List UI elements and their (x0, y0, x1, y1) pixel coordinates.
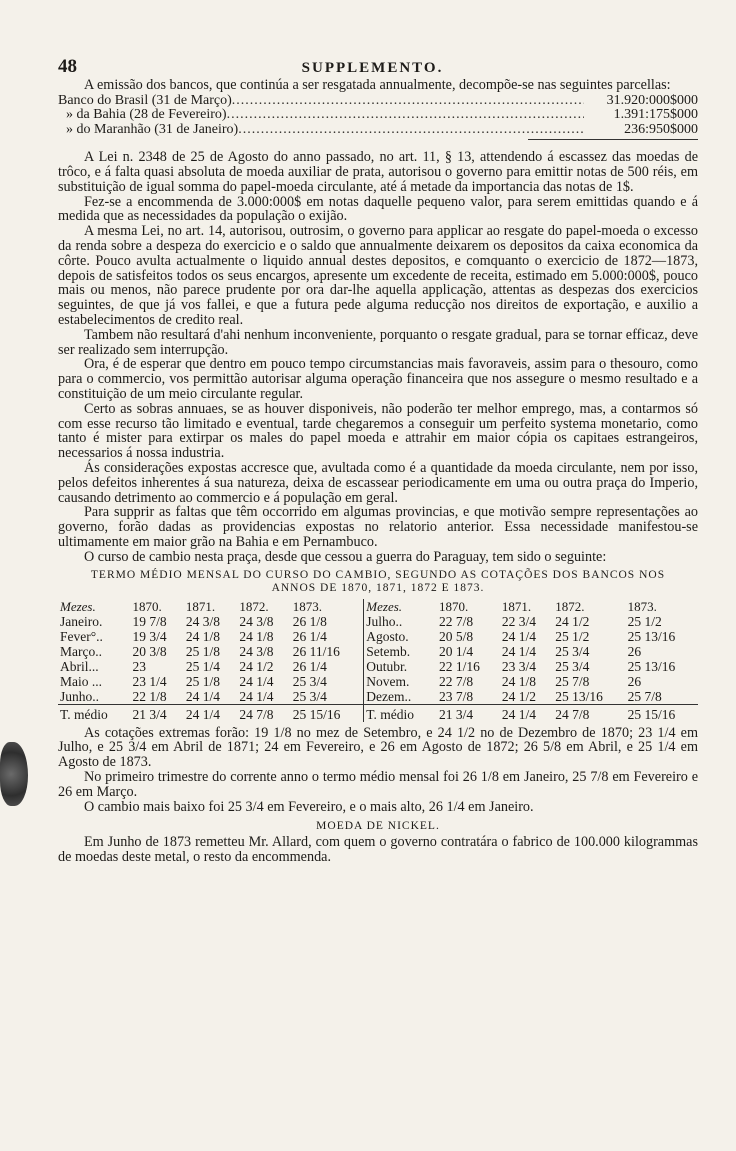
caption-line: ANNOS DE 1870, 1871, 1872 E 1873. (271, 581, 485, 594)
rate-cell: 25 3/4 (292, 673, 327, 689)
body-paragraph: Para supprir as faltas que têm occorrido em algumas provincias, e que motivão sempre representações ao governo, forão dadas as providencias expostas no relatorio anterior. Essa necessidade manifestou-se ultimamente em maior grão na Bahia e em Pernambuco. (58, 504, 698, 551)
rate-cell: 23 1/4 (132, 673, 167, 689)
rate-cell: 24 1/4 (500, 704, 553, 722)
year-header: 1873. (292, 598, 322, 614)
rate-cell: 25 13/16 (555, 688, 603, 704)
rate-cell: 25 3/4 (292, 688, 327, 704)
rate-cell: 25 1/4 (185, 658, 221, 674)
rate-cell: 26 1/4 (292, 628, 327, 644)
page-header (58, 56, 698, 78)
rate-cell: 24 1/4 (239, 673, 274, 689)
body-paragraph: Ora, é de esperar que dentro em pouco tempo circumstancias mais favoraveis, assim para o thesouro, como para o commercio, vos permittão autorisar alguma operação financeira que nos assegure o mesmo resultado e a constituição de um meio circulante regular. (58, 356, 698, 403)
rate-cell: 24 1/4 (501, 628, 536, 644)
rate-cell: 24 1/4 (239, 688, 274, 704)
bank-ledger (58, 94, 698, 138)
rate-cell: 25 13/16 (627, 628, 676, 644)
rate-cell: 26 1/4 (292, 658, 327, 674)
month-label: Outubr. (364, 659, 437, 674)
table-row (58, 644, 698, 659)
body-paragraph: Ás considerações expostas accresce que, avultada como é a quantidade da moeda circulante, nem por isso, pelos defeitos inherentes á sua natureza, deixa de escassear periodicamente em uma ou outra praça do Imperio, causando detrimento ao commercio e á população em geral. (58, 460, 698, 506)
ledger-label: » do Maranhão (31 de Janeiro) (66, 121, 239, 137)
rate-cell: 24 1/2 (555, 613, 590, 629)
leader-dots (232, 94, 584, 109)
rate-cell: 25 1/8 (185, 643, 221, 659)
body-paragraph: A mesma Lei, no art. 14, autorisou, outrosim, o governo para applicar ao resgate do papel-moeda o excesso da renda sobre a despeza do exercicio e o saldo que annualmente deixarem os depositos da caixa economica da côrte. Pouco avulta actualmente o liquido annual destes depositos, e comquanto o exercicio de 1872—1873, depois de satisfeitos todos os seus encargos, apresente um excedente de receita, estimado em 5.000:000$, pouco mais ou menos, não parece prudente por ora dar-lhe aquella applicação, attentas as despezas dos exercicios seguintes, de que já vos fallei, e que a futura pede alguma reducção nos direitos de exportação, e auxilio a estabelecimentos de credito real. (58, 223, 698, 329)
ledger-value: 1.391:175$000 (613, 107, 698, 123)
rate-cell: 24 3/8 (239, 643, 274, 659)
rate-cell: 24 7/8 (553, 704, 625, 722)
body-paragraph: Tambem não resultará d'ahi nenhum inconveniente, porquanto o resgate gradual, para se tornar efficaz, deve ser realizado sem interrupção. (58, 326, 698, 358)
rate-cell: 24 1/4 (501, 643, 536, 659)
ledger-row (58, 123, 698, 138)
year-header: 1872. (239, 598, 269, 614)
rate-cell: 20 3/8 (132, 643, 167, 659)
rate-cell: 19 3/4 (132, 628, 167, 644)
rate-cell: 25 7/8 (627, 688, 662, 704)
table-row (58, 659, 698, 674)
body-paragraph: As cotações extremas forão: 19 1/8 no mez de Setembro, e 24 1/2 no de Dezembro de 1870; 23 1/4 em Julho, e 25 3/4 em Abril de 1871; 24 em Fevereiro, e 26 em Agosto de 1872; 26 5/8 em Abril, e 25 1/4 em Agosto de 1873. (58, 724, 698, 771)
rate-cell: 26 1/8 (292, 613, 327, 629)
rate-cell: 25 1/2 (555, 628, 590, 644)
year-header: 1871. (501, 598, 532, 614)
ledger-value: 31.920:000$000 (606, 92, 698, 108)
month-label: Agosto. (364, 629, 437, 644)
rate-cell: 22 3/4 (501, 613, 536, 629)
table-row (58, 614, 698, 629)
rate-cell: 21 3/4 (437, 704, 500, 722)
ledger-label: Banco do Brasil (31 de Março) (58, 92, 232, 108)
leader-dots (227, 108, 584, 123)
rate-cell: 24 1/2 (501, 688, 536, 704)
body-paragraph: Fez-se a encommenda de 3.000:000$ em notas daquelle pequeno valor, para serem emittidas quando e á medida que as necessidades da população o exijão. (58, 193, 698, 225)
rate-cell: 19 7/8 (132, 613, 167, 629)
month-label: Novem. (364, 674, 437, 689)
year-header: 1870. (132, 598, 162, 614)
months-header: Mezes. (60, 598, 96, 614)
rate-cell: 22 1/8 (132, 688, 167, 704)
rate-cell: 24 3/8 (239, 613, 274, 629)
month-label: T. médio (364, 704, 437, 722)
exchange-rate-table (58, 599, 698, 722)
table-header-row (58, 599, 698, 614)
section-heading: MOEDA DE NICKEL. (316, 820, 440, 833)
rate-cell: 24 1/4 (184, 704, 237, 722)
page-title: SUPPLEMENTO. (301, 60, 444, 76)
body-paragraph: A Lei n. 2348 de 25 de Agosto do anno passado, no art. 11, § 13, attendendo á escassez das moedas de trôco, e á falta quasi absoluta de moeda auxiliar de prata, autorisou o governo para emittir notas de 500 réis, em substituição de igual somma do papel-moeda circulante, até á metade da importancia das notas de 1$. (58, 149, 698, 195)
months-header: Mezes. (364, 599, 437, 614)
month-label: Fever°.. (60, 628, 103, 644)
table-row (58, 689, 698, 705)
rate-cell: 24 1/8 (501, 673, 536, 689)
table-caption (58, 569, 698, 595)
body-paragraph: Em Junho de 1873 remetteu Mr. Allard, com quem o governo contratára o fabrico de 100.000 kilogrammas de moedas deste metal, o resto da encommenda. (58, 834, 698, 866)
rate-cell: 23 7/8 (438, 688, 474, 704)
year-header: 1870. (438, 598, 469, 614)
month-label: Setemb. (364, 644, 437, 659)
month-label: Dezem.. (364, 689, 437, 705)
rate-cell: 23 3/4 (501, 658, 536, 674)
table-row (58, 629, 698, 644)
rate-cell: 24 1/2 (239, 658, 274, 674)
rate-cell: 22 7/8 (438, 673, 474, 689)
rate-cell: 25 3/4 (555, 658, 590, 674)
rate-cell: 25 13/16 (627, 658, 676, 674)
ledger-row (58, 94, 698, 109)
ink-blot (0, 742, 28, 806)
year-header: 1872. (555, 598, 585, 614)
body-paragraph: O cambio mais baixo foi 25 3/4 em Fevereiro, e o mais alto, 26 1/4 em Janeiro. (84, 798, 534, 815)
rate-cell: 25 7/8 (555, 673, 590, 689)
rate-cell: 24 7/8 (237, 704, 290, 722)
month-label: Janeiro. (60, 613, 103, 629)
rate-cell: 20 1/4 (438, 643, 474, 659)
rate-cell: 24 1/8 (239, 628, 274, 644)
ledger-label: » da Bahia (28 de Fevereiro) (66, 107, 227, 123)
month-label: Maio ... (60, 673, 102, 689)
rate-cell: 26 (627, 643, 642, 659)
page-number: 48 (58, 56, 77, 77)
year-header: 1871. (185, 598, 216, 614)
rate-cell: 25 1/2 (627, 613, 662, 629)
year-header: 1873. (627, 598, 657, 614)
rate-cell: 26 11/16 (292, 643, 340, 659)
document-page (58, 56, 698, 865)
month-label: T. médio (58, 704, 130, 722)
rate-cell: 24 1/4 (185, 688, 221, 704)
rate-cell: 22 7/8 (438, 613, 474, 629)
rate-cell: 24 1/8 (185, 628, 221, 644)
table-total-row (58, 704, 698, 722)
rate-cell: 25 15/16 (291, 704, 364, 722)
rate-cell: 25 15/16 (626, 704, 698, 722)
rate-cell: 21 3/4 (130, 704, 183, 722)
body-paragraph: No primeiro trimestre do corrente anno o termo médio mensal foi 26 1/8 em Janeiro, 25 7/8 em Fevereiro e 26 em Março. (58, 769, 698, 800)
rate-cell: 23 (132, 658, 146, 674)
ledger-value: 236:950$000 (624, 121, 698, 137)
body-paragraph: Certo as sobras annuaes, se as houver disponiveis, não poderão ter melhor emprego, mas, a contarmos só com esse recurso tão limitado e eventual, tarde chegaremos a conseguir um perfeito systema monetario, como tanto é mister para extirpar os males do papel moeda e attrahir em maior cópia os capitaes estrangeiros, necessarios á nossa industria. (58, 400, 698, 462)
body-paragraph: O curso de cambio nesta praça, desde que cessou a guerra do Paraguay, tem sido o seguinte: (84, 548, 607, 565)
month-label: Julho.. (364, 614, 437, 629)
rate-cell: 22 1/16 (438, 658, 480, 674)
rate-cell: 24 3/8 (185, 613, 221, 629)
rate-cell: 26 (627, 673, 642, 689)
month-label: Março.. (60, 643, 102, 659)
month-label: Junho.. (60, 688, 100, 704)
rate-cell: 25 3/4 (555, 643, 590, 659)
rate-cell: 20 5/8 (438, 628, 474, 644)
month-label: Abril... (60, 658, 99, 674)
ledger-row (58, 108, 698, 123)
table-row (58, 674, 698, 689)
rate-cell: 25 1/8 (185, 673, 221, 689)
caption-line: TERMO MÉDIO MENSAL DO CURSO DO CAMBIO, SEGUNDO AS COTAÇÕES DOS BANCOS NOS (90, 568, 666, 581)
intro-paragraph: A emissão dos bancos, que continúa a ser resgatada annualmente, decompõe-se nas seguintes parcellas: (84, 77, 671, 93)
leader-dots (238, 123, 584, 138)
